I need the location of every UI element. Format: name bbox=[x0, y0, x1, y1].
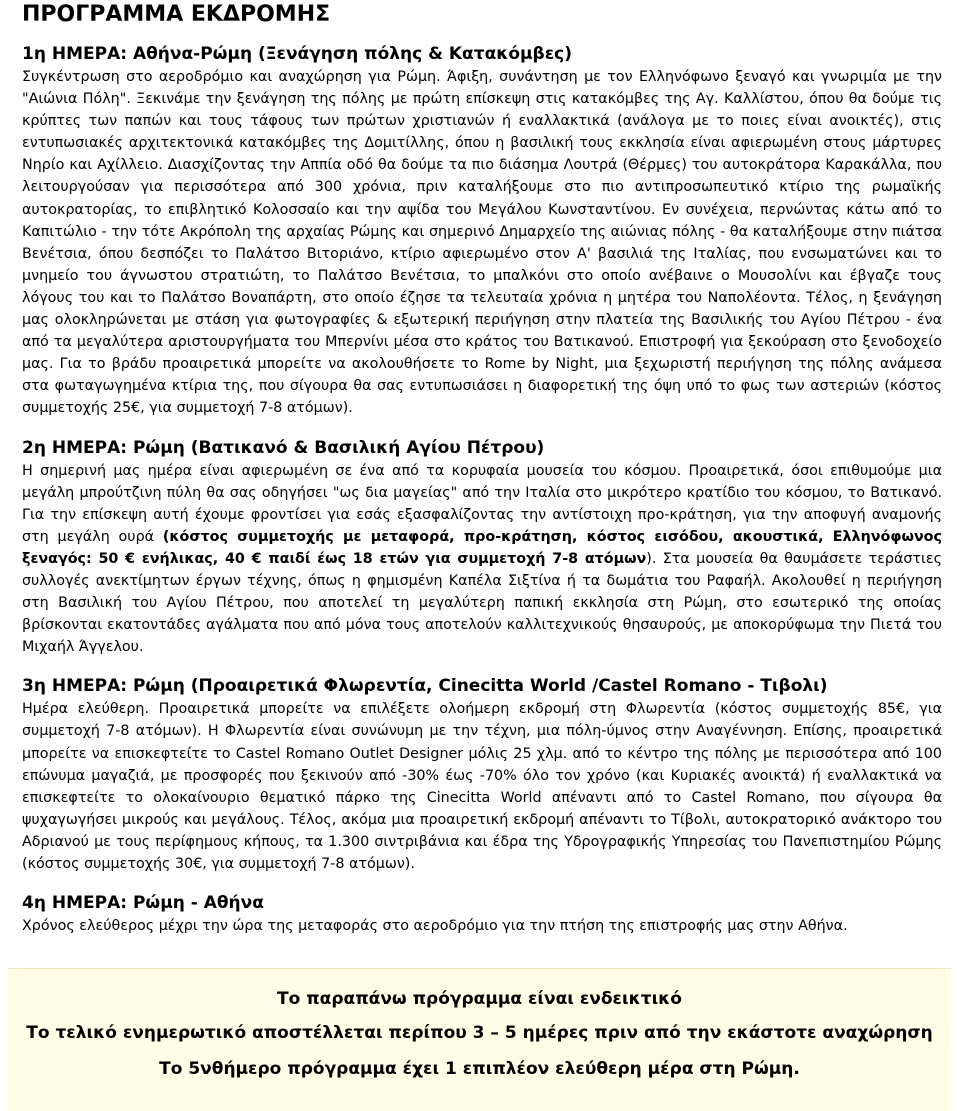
day-2-text-pre: Η σημερινή μας ημέρα είναι αφιερωμένη σε ένα από τα κορυφαία μουσεία του κόσμου. Προαιρετικά, όσοι επιθυμούμε μια μεγάλη μπρούτζινη πύλη θα σας οδηγήσει "ως δια μαγείας" από την Ιταλία στο μικρότερο κρατίδιο του κόσμου, το Βατικανό. Για την επίσκεψη αυτή έχουμε φροντίσει για εσάς εξασφαλίζοντας την αντίστοιχη προ-κράτηση, για την αποφυγή αναμονής στη μεγάλη ουρά bbox=[22, 462, 942, 545]
day-4-number: 4η ΗΜΕΡΑ: bbox=[22, 893, 128, 914]
day-2-section bbox=[22, 436, 942, 659]
day-3-section bbox=[22, 674, 942, 875]
day-2-description bbox=[22, 460, 942, 659]
notice-box bbox=[8, 968, 951, 1111]
day-2-title: Ρώμη (Βατικανό & Βασιλική Αγίου Πέτρου) bbox=[132, 437, 545, 458]
day-4-heading bbox=[22, 891, 942, 915]
day-4-description: Χρόνος ελεύθερος μέχρι την ώρα της μεταφοράς στο αεροδρόμιο για την πτήση της επιστροφής μας στην Αθήνα. bbox=[22, 918, 848, 935]
day-2-text-post: ). Στα μουσεία θα θαυμάσετε τεράστιες συλλογές ανεκτίμητων έργων τέχνης, όπως η φημισμένη Καπέλα Σιξτίνα ή τα δωμάτια του Ραφαήλ. Ακολουθεί η περιήγηση στη Βασιλική του Αγίου Πέτρου, που αποτελεί τη μεγαλύτερη παπική εκκλησία στη Ρώμη, στο εσωτερικό της οποίας βρίσκονται εκατοντάδες αγάλματα που από μόνα τους αποτελούν καλλιτεχνικούς θησαυρούς, με αποκορύφωμα την Πιετά του Μιχαήλ Άγγελου. bbox=[22, 550, 942, 656]
notice-final-info: Το τελικό ενημερωτικό αποστέλλεται περίπου 3 – 5 ημέρες πριν από την εκάστοτε αναχώρηση bbox=[26, 1023, 933, 1043]
day-3-number: 3η ΗΜΕΡΑ: bbox=[22, 676, 128, 697]
day-1-description: Συγκέντρωση στο αεροδρόμιο και αναχώρηση για Ρώμη. Άφιξη, συνάντηση με τον Ελληνόφωνο ξεναγό και γνωριμία με την "Αιώνια Πόλη". Ξεκινάμε την ξενάγηση της πόλης με πρώτη επίσκεψη στις κατακόμβες της Αγ. Καλλίστου, όπου θα δούμε τις κρύπτες των παπών και τους τάφους των πρώτων χριστιανών ή εναλλακτικά (ανάλογα με το ποιες είναι ανοικτές), στις εντυπωσιακές αρχιτεκτονικά κατακόμβες της Δομιτίλλης, όπου η βασιλική τους εκκλησία είναι αφιερωμένη στους μάρτυρες Νηρίο και Αχίλλειο. Διασχίζοντας την Αππία οδό θα δούμε τα πιο διάσημα Λουτρά (Θέρμες) του αυτοκράτορα Καρακάλλα, που λειτουργούσαν για περισσότερα από 300 χρόνια, πριν καταλήξουμε στο πιο αντιπροσωπευτικό κτίριο της ρωμαϊκής αυτοκρατορίας, το επιβλητικό Κολοσσαίο και την αψίδα του Μεγάλου Κωνσταντίνου. Εν συνέχεια, περνώντας κάτω από το Καπιτώλιο - την τότε Ακρόπολη της αρχαίας Ρώμης και σημερινό Δημαρχείο της αιώνιας πόλης - θα καταλήξουμε στην πιάτσα Βενέτσια, όπου δεσπόζει το Παλάτσο Βιτοριάνο, κτίριο αφιερωμένο στον Α' βασιλιά της Ιταλίας, που ενσωματώνει και το μνημείο του άγνωστου στρατιώτη, το Παλάτσο Βενέτσια, το μπαλκόνι στο οποίο ανέβαινε ο Μουσολίνι και έβγαζε τους λόγους του και το Παλάτσο Βοναπάρτη, στο οποίο έζησε τα τελευταία χρόνια η μητέρα του Ναπολέοντα. Τέλος, η ξενάγηση μας ολοκληρώνεται με στάση για φωτογραφίες & εξωτερική περιήγηση στην πλατεία της Βασιλικής του Αγίου Πέτρου - ένα από τα μεγαλύτερα αριστουργήματα του Μπερνίνι μέσα στο κράτος του Βατικανού. Επιστροφή για ξεκούραση στο ξενοδοχείο μας. Για το βράδυ προαιρετικά μπορείτε να ακολουθήσετε το Rome by Night, μια ξεχωριστή περιήγηση της πόλης ανάμεσα στα φωταγωγημένα κτίρια της, που σίγουρα θα σας εντυπωσιάσει η διαφορετική της όψη υπό το φως των αστεριών (κόστος συμμετοχής 25€, για συμμετοχή 7-8 ατόμων). bbox=[22, 69, 942, 417]
itinerary-page bbox=[22, 0, 942, 937]
page-title: ΠΡΟΓΡΑΜΜΑ ΕΚΔΡΟΜΗΣ bbox=[22, 2, 331, 27]
day-3-heading bbox=[22, 674, 942, 698]
day-3-subtitle: (Προαιρετικά Φλωρεντία, Cinecitta World /Castel Romano - Τιβολι) bbox=[190, 676, 828, 697]
day-1-heading bbox=[22, 42, 942, 66]
day-2-number: 2η ΗΜΕΡΑ: bbox=[22, 437, 128, 458]
day-2-cost-details: (κόστος συμμετοχής με μεταφορά, προ-κράτηση, κόστος εισόδου, ακουστικά, Ελληνόφωνος ξεναγός: 50 € ενήλικας, 40 € παιδί έως 18 ετών για συμμετοχή 7-8 ατόμων bbox=[22, 528, 942, 567]
day-1-number: 1η ΗΜΕΡΑ: bbox=[22, 44, 128, 64]
notice-five-day: Το 5νθήμερο πρόγραμμα έχει 1 επιπλέον ελεύθερη μέρα στη Ρώμη. bbox=[159, 1059, 800, 1079]
notice-indicative: Το παραπάνω πρόγραμμα είναι ενδεικτικό bbox=[277, 989, 682, 1009]
day-1-section bbox=[22, 42, 942, 420]
day-4-title: Ρώμη - Αθήνα bbox=[132, 893, 264, 914]
day-3-description: Ημέρα ελεύθερη. Προαιρετικά μπορείτε να επιλέξετε ολοήμερη εκδρομή στη Φλωρεντία (κόστος συμμετοχής 85€, για συμμετοχή 7-8 ατόμων). Η Φλωρεντία είναι συνώνυμη με την τέχνη, μια πόλη-ύμνος στην Αναγέννηση. Επίσης, προαιρετικά μπορείτε να επισκεφτείτε το Castel Romano Outlet Designer μόλις 25 χλμ. από το κέντρο της πόλης με περισσότερα από 100 επώνυμα μαγαζιά, με προσφορές που ξεκινούν από -30% έως -70% όλο τον χρόνο (και Κυριακές ανοικτά) ή εναλλακτικά να επισκεφτείτε το ολοκαίνουριο θεματικό πάρκο της Cinecitta World απέναντι από το Castel Romano, που σίγουρα θα ψυχαγωγήσει μικρούς και μεγάλους. Τέλος, ακόμα μια προαιρετική εκδρομή απέναντι το Τίβολι, αυτοκρατορικό ανάκτορο του Αδριανού με τους περίφημους κήπους, τα 1.300 σιντριβάνια και έδρα της Υδρογραφικής Υπηρεσίας του Πανεπιστημίου Ρώμης (κόστος συμμετοχής 30€, για συμμετοχή 7-8 ατόμων). bbox=[22, 701, 942, 872]
day-3-title: Ρώμη bbox=[132, 676, 185, 697]
day-2-heading bbox=[22, 436, 942, 460]
day-1-title: Αθήνα-Ρώμη (Ξενάγηση πόλης & Κατακόμβες) bbox=[132, 44, 572, 64]
day-4-section bbox=[22, 891, 942, 937]
